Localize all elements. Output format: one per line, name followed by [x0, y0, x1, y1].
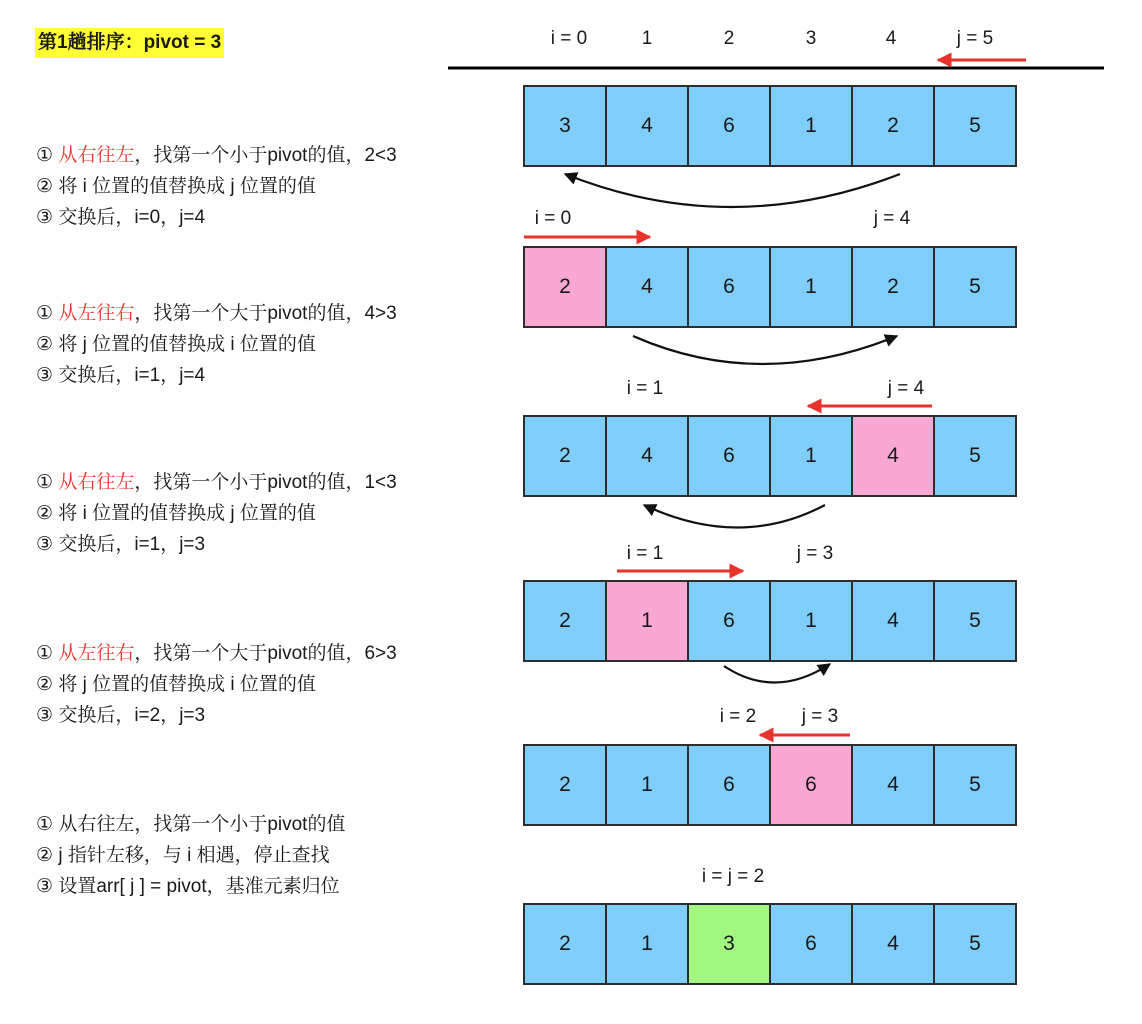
array-cell: 2 — [523, 580, 607, 662]
array-cell: 2 — [523, 246, 607, 328]
step-text: ，找第一个小于pivot的值，1<3 — [134, 472, 397, 493]
step-text: 从右往左，找第一个小于pivot的值 — [58, 814, 346, 835]
array-cell: 6 — [687, 580, 771, 662]
header-index-label: 3 — [805, 28, 817, 49]
step-text: 交换后，i=1，j=4 — [58, 365, 206, 386]
array-cell: 4 — [851, 580, 935, 662]
step-number: ③ — [36, 534, 59, 555]
array-cell: 2 — [523, 903, 607, 985]
step-text: ，找第一个小于pivot的值，2<3 — [134, 145, 397, 166]
step-text: ，找第一个大于pivot的值，4>3 — [134, 303, 397, 324]
step-text: 将 i 位置的值替换成 j 位置的值 — [58, 176, 316, 197]
array-cell: 5 — [933, 85, 1017, 167]
pointer-label: i = j = 2 — [701, 866, 765, 887]
step-text: ，找第一个大于pivot的值，6>3 — [134, 643, 397, 664]
step-number: ② — [36, 334, 59, 355]
step-direction-highlight: 从左往右 — [58, 643, 135, 664]
array-cell: 4 — [851, 415, 935, 497]
step-text: 交换后，i=1，j=3 — [58, 534, 206, 555]
step-text: j 指针左移，与 i 相遇，停止查找 — [58, 845, 330, 866]
array-cell: 5 — [933, 415, 1017, 497]
array-cell: 5 — [933, 580, 1017, 662]
step-number: ② — [36, 674, 59, 695]
array-cell: 6 — [769, 903, 853, 985]
step-number: ③ — [36, 705, 59, 726]
replace-arc — [644, 505, 825, 528]
array-cell: 4 — [605, 246, 689, 328]
step-direction-highlight: 从右往左 — [58, 145, 135, 166]
step-number: ③ — [36, 876, 59, 897]
array-cell: 6 — [769, 744, 853, 826]
step-number: ② — [36, 503, 59, 524]
array-cell: 3 — [523, 85, 607, 167]
array-cell: 5 — [933, 903, 1017, 985]
step-number: ③ — [36, 207, 59, 228]
array-cell: 2 — [523, 415, 607, 497]
step-text: 将 j 位置的值替换成 i 位置的值 — [58, 674, 316, 695]
step-number: ① — [36, 145, 59, 166]
header-index-label: 4 — [885, 28, 897, 49]
array-cell: 3 — [687, 903, 771, 985]
array-cell: 1 — [605, 580, 689, 662]
array-cell: 2 — [523, 744, 607, 826]
header-index-label: i = 0 — [550, 28, 588, 49]
pointer-label: i = 1 — [626, 543, 664, 564]
pointer-label: j = 4 — [887, 378, 925, 399]
array-cell: 4 — [605, 85, 689, 167]
replace-arc — [724, 664, 830, 683]
step-number: ② — [36, 176, 59, 197]
array-cell: 1 — [769, 580, 853, 662]
array-cell: 2 — [851, 85, 935, 167]
header-index-label: 1 — [641, 28, 653, 49]
header-index-label: 2 — [723, 28, 735, 49]
array-cell: 5 — [933, 246, 1017, 328]
array-cell: 6 — [687, 415, 771, 497]
pointer-label: i = 0 — [534, 208, 572, 229]
page-title: 第1趟排序：pivot = 3 — [35, 28, 224, 58]
pointer-label: j = 4 — [873, 208, 911, 229]
pointer-label: i = 2 — [719, 706, 757, 727]
array-cell: 5 — [933, 744, 1017, 826]
array-cell: 4 — [605, 415, 689, 497]
pointer-label: j = 3 — [796, 543, 834, 564]
array-cell: 2 — [851, 246, 935, 328]
step-text: 交换后，i=2，j=3 — [58, 705, 206, 726]
step-number: ③ — [36, 365, 59, 386]
array-cell: 6 — [687, 744, 771, 826]
step-text: 将 j 位置的值替换成 i 位置的值 — [58, 334, 316, 355]
step-text: 设置arr[ j ] = pivot，基准元素归位 — [58, 876, 340, 897]
pointer-label: j = 3 — [801, 706, 839, 727]
array-cell: 1 — [769, 415, 853, 497]
array-cell: 1 — [605, 903, 689, 985]
step-number: ② — [36, 845, 59, 866]
array-cell: 6 — [687, 85, 771, 167]
array-cell: 4 — [851, 903, 935, 985]
step-direction-highlight: 从左往右 — [58, 303, 135, 324]
array-cell: 6 — [687, 246, 771, 328]
replace-arc — [565, 174, 900, 207]
step-text: 交换后，i=0，j=4 — [58, 207, 206, 228]
step-text: 将 i 位置的值替换成 j 位置的值 — [58, 503, 316, 524]
array-cell: 1 — [769, 85, 853, 167]
step-direction-highlight: 从右往左 — [58, 472, 135, 493]
step-number: ① — [36, 472, 59, 493]
step-number: ① — [36, 814, 59, 835]
array-cell: 1 — [605, 744, 689, 826]
step-number: ① — [36, 303, 59, 324]
array-cell: 4 — [851, 744, 935, 826]
header-index-label: j = 5 — [956, 28, 994, 49]
array-cell: 1 — [769, 246, 853, 328]
pointer-label: i = 1 — [626, 378, 664, 399]
step-number: ① — [36, 643, 59, 664]
replace-arc — [633, 336, 897, 364]
